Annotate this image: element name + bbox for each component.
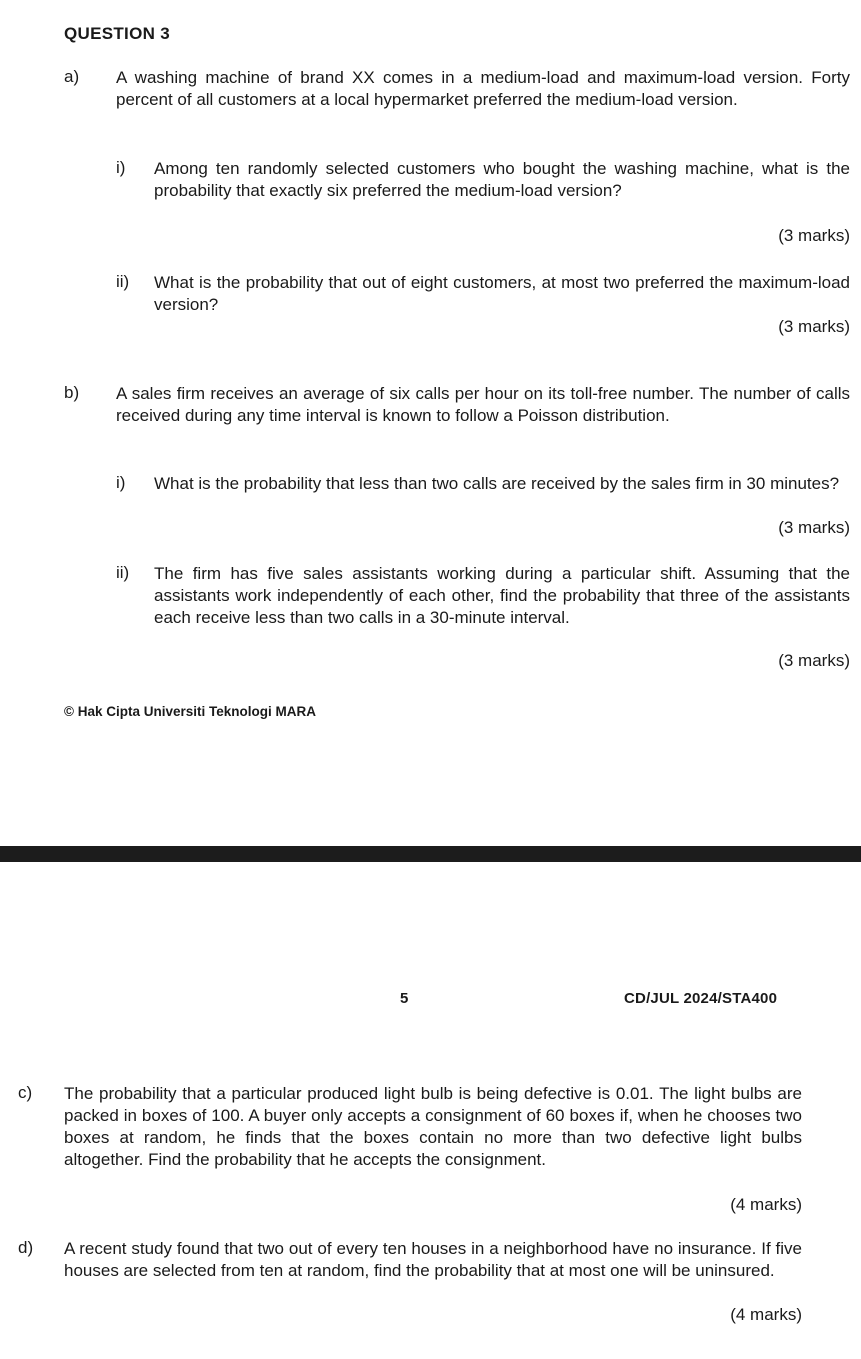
part-b-ii-marks: (3 marks) xyxy=(778,651,850,670)
part-a-i-text: Among ten randomly selected customers who bought the washing machine, what is the probability that exactly six preferred the medium-load version? xyxy=(154,159,850,200)
part-a-ii-label: ii) xyxy=(116,272,130,291)
part-d-label: d) xyxy=(18,1238,34,1257)
question-title: QUESTION 3 xyxy=(64,24,170,43)
part-b-i-text: What is the probability that less than two calls are received by the sales firm in 30 minutes? xyxy=(154,474,840,493)
part-b-text: A sales firm receives an average of six calls per hour on its toll-free number. The number of calls received during any time interval is known to follow a Poisson distribution. xyxy=(116,384,850,425)
part-a-text: A washing machine of brand XX comes in a medium-load and maximum-load version. Forty percent of all customers at a local hypermarket preferred the medium-load version. xyxy=(116,68,850,109)
part-a-ii-marks: (3 marks) xyxy=(778,317,850,336)
page-divider xyxy=(0,846,861,862)
part-b-ii-label: ii) xyxy=(116,563,130,582)
part-b-ii-text: The firm has five sales assistants working during a particular shift. Assuming that the assistants work independently of each other, find the probability that three of the assistants each receive less than two calls in a 30-minute interval. xyxy=(154,564,850,627)
part-b-i-label: i) xyxy=(116,473,126,492)
part-a-label: a) xyxy=(64,67,80,86)
part-c-label: c) xyxy=(18,1083,33,1102)
part-a-ii-text: What is the probability that out of eight customers, at most two preferred the maximum-load version? xyxy=(154,273,850,314)
part-d-marks: (4 marks) xyxy=(730,1305,802,1324)
course-code: CD/JUL 2024/STA400 xyxy=(624,990,778,1007)
part-a-i-marks: (3 marks) xyxy=(778,226,850,245)
part-d-text: A recent study found that two out of every ten houses in a neighborhood have no insurance. If five houses are selected from ten at random, find the probability that at most one will be uninsured. xyxy=(64,1239,802,1280)
copyright-notice: © Hak Cipta Universiti Teknologi MARA xyxy=(64,704,316,719)
page-number: 5 xyxy=(400,990,409,1007)
part-a-i-label: i) xyxy=(116,158,126,177)
part-b-i-marks: (3 marks) xyxy=(778,518,850,537)
part-c-marks: (4 marks) xyxy=(730,1195,802,1214)
part-c-text: The probability that a particular produced light bulb is being defective is 0.01. The light bulbs are packed in boxes of 100. A buyer only accepts a consignment of 60 boxes if, when he chooses two boxes at random, he finds that the boxes contain no more than two defective light bulbs altogether. Find the probability that he accepts the consignment. xyxy=(64,1084,802,1169)
part-b-label: b) xyxy=(64,383,80,402)
